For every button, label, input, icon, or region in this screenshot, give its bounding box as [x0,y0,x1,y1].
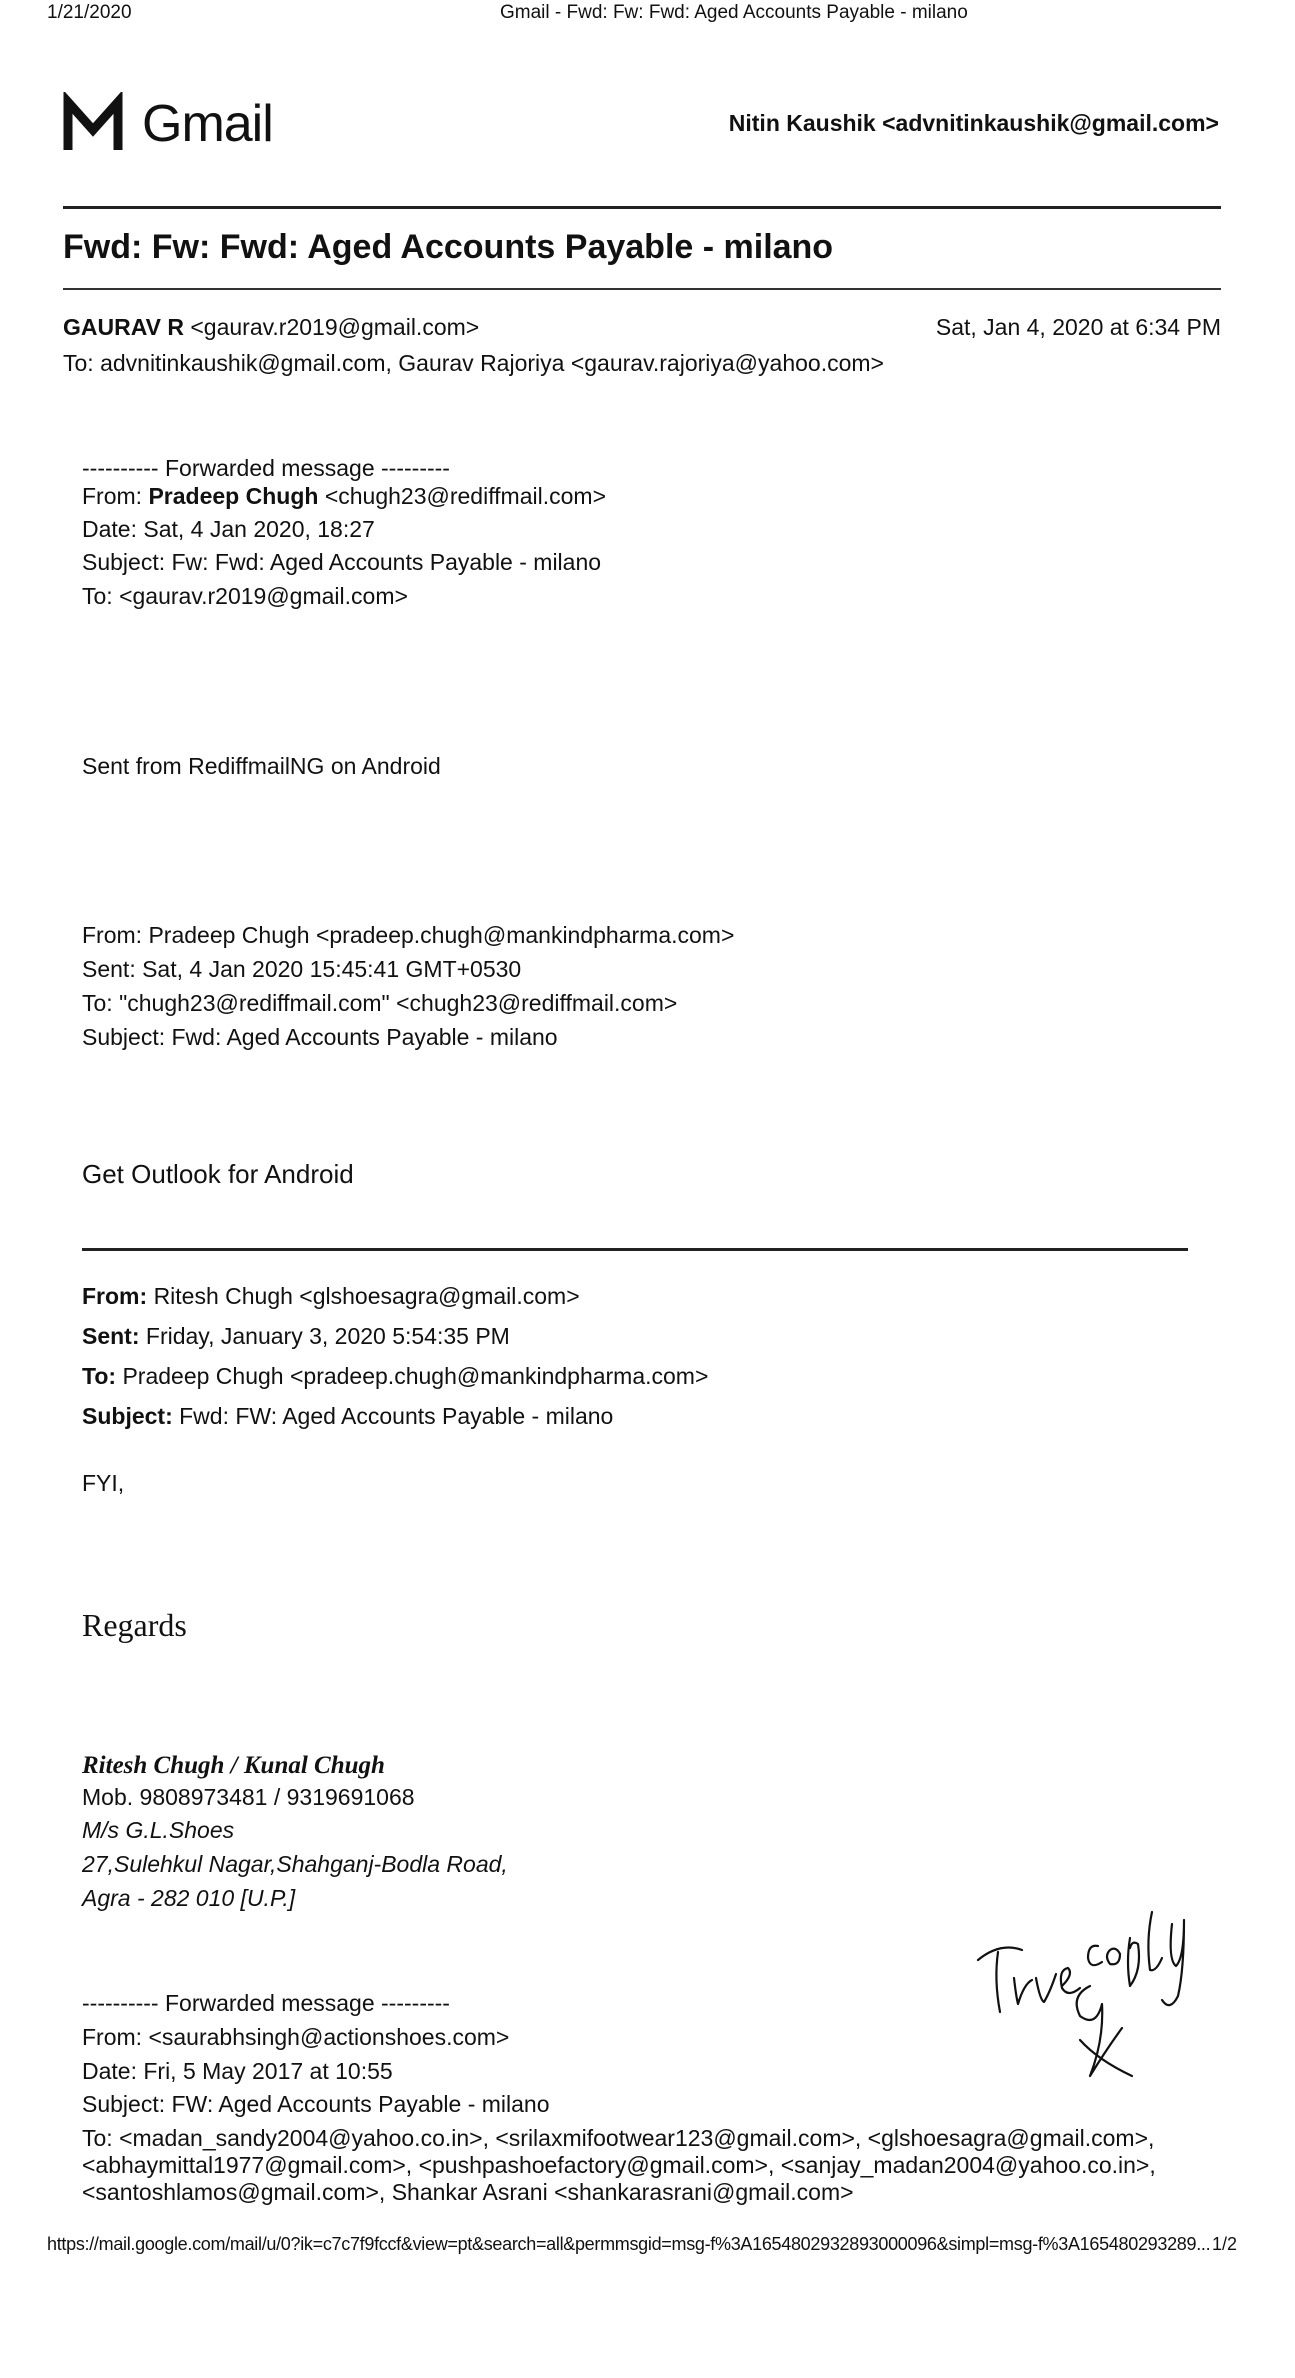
fwd1-date: Date: Sat, 4 Jan 2020, 18:27 [82,516,375,542]
account-identity: Nitin Kaushik <advnitinkaushik@gmail.com> [728,110,1219,136]
fwd4-to-line: <santoshlamos@gmail.com>, Shankar Asrani <shankarasrani@gmail.com> [82,2179,854,2205]
gmail-m-icon [62,92,124,154]
fwd3-sent [82,1323,510,1350]
print-url: https://mail.google.com/mail/u/0?ik=c7c7f9fccf&view=pt&search=all&permmsgid=msg-f%3A1654802932893000096&simpl=msg-f%3A165480293289... [47,2234,1211,2254]
fwd1-from [82,483,606,510]
sender-email: <gaurav.r2019@gmail.com> [190,314,480,340]
signature-name: Ritesh Chugh / Kunal Chugh [82,1752,385,1779]
fwd3-from [82,1283,580,1310]
signature-address-2: Agra - 282 010 [U.P.] [82,1885,296,1911]
fwd2-from: From: Pradeep Chugh <pradeep.chugh@mankindpharma.com> [82,922,735,948]
fwd1-to: To: <gaurav.r2019@gmail.com> [82,583,408,609]
sent-label: Sent: [82,1323,140,1349]
from-value: Ritesh Chugh <glshoesagra@gmail.com> [153,1283,580,1309]
forwarded-header: ---------- Forwarded message --------- [82,455,450,481]
sent-value: Friday, January 3, 2020 5:54:35 PM [145,1323,510,1349]
fwd2-subject: Subject: Fwd: Aged Accounts Payable - milano [82,1024,558,1050]
sender-line [63,314,479,341]
from-name: Pradeep Chugh [148,483,319,509]
print-title: Gmail - Fwd: Fw: Fwd: Aged Accounts Payable - milano [500,2,968,23]
fwd1-sent-from: Sent from RediffmailNG on Android [82,753,441,779]
from-label: From: [82,483,143,509]
forwarded-header-2: ---------- Forwarded message --------- [82,1990,450,2016]
fwd4-date: Date: Fri, 5 May 2017 at 10:55 [82,2058,393,2084]
regards-text: Regards [82,1607,187,1643]
fwd1-subject: Subject: Fw: Fwd: Aged Accounts Payable - milano [82,549,602,575]
fyi-text: FYI, [82,1470,125,1496]
print-page-number: 1/2 [1212,2234,1238,2254]
handwritten-true-copy [970,1900,1200,2100]
signature-company: M/s G.L.Shoes [82,1817,235,1843]
to-value: Pradeep Chugh <pradeep.chugh@mankindpharma.com> [122,1363,709,1389]
subject-value: Fwd: FW: Aged Accounts Payable - milano [179,1403,614,1429]
signature-address-1: 27,Sulehkul Nagar,Shahganj-Bodla Road, [82,1851,508,1877]
fwd2-sent: Sent: Sat, 4 Jan 2020 15:45:41 GMT+0530 [82,956,522,982]
email-subject: Fwd: Fw: Fwd: Aged Accounts Payable - milano [63,228,834,266]
get-outlook-text: Get Outlook for Android [82,1159,354,1189]
outlook-divider [82,1248,1188,1251]
from-label: From: [82,1283,148,1309]
fwd4-subject: Subject: FW: Aged Accounts Payable - milano [82,2091,550,2117]
recipients-line: To: advnitinkaushik@gmail.com, Gaurav Rajoriya <gaurav.rajoriya@yahoo.com> [63,350,884,376]
fwd2-to: To: "chugh23@rediffmail.com" <chugh23@rediffmail.com> [82,990,678,1016]
fwd3-to [82,1363,708,1390]
email-date: Sat, Jan 4, 2020 at 6:34 PM [935,314,1221,340]
gmail-wordmark: Gmail [142,95,273,153]
header-divider [63,206,1221,209]
fwd3-subject [82,1403,613,1430]
to-label: To: [82,1363,117,1389]
subject-label: Subject: [82,1403,173,1429]
fwd4-to-line: To: <madan_sandy2004@yahoo.co.in>, <srilaxmifootwear123@gmail.com>, <glshoesagra@gmail.com>, [82,2125,1155,2151]
subject-divider [63,288,1221,290]
fwd4-from: From: <saurabhsingh@actionshoes.com> [82,2024,510,2050]
from-email: <chugh23@rediffmail.com> [324,483,607,509]
sender-name: GAURAV R [63,314,184,340]
signature-mobile: Mob. 9808973481 / 9319691068 [82,1784,415,1810]
print-date: 1/21/2020 [47,2,132,23]
fwd4-to-line: <abhaymittal1977@gmail.com>, <pushpashoefactory@gmail.com>, <sanjay_madan2004@yahoo.co.in>, [82,2152,1156,2178]
fwd4-to [82,2125,1156,2206]
